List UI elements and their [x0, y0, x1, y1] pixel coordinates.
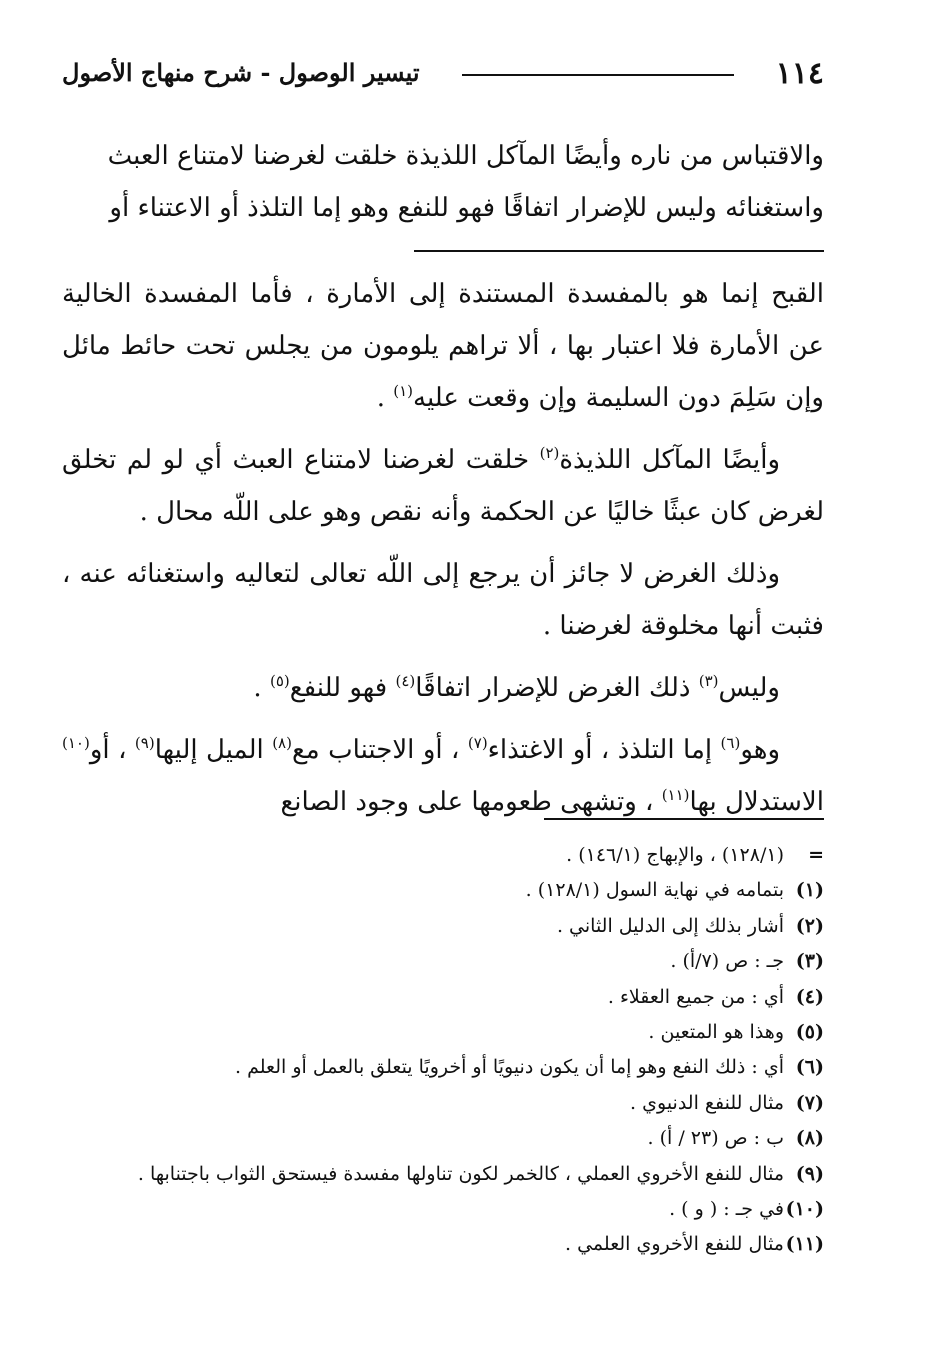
paragraph-text: فهو للنفع: [289, 673, 396, 703]
footnote-item: [62, 1121, 824, 1156]
footnote-ref: (١١): [661, 786, 690, 804]
footnote-item: [62, 1086, 824, 1121]
paragraph-text: .: [253, 673, 270, 703]
footnote-number: (٨): [795, 1127, 824, 1150]
footnote-item: [62, 838, 824, 873]
footnote-item: [62, 944, 824, 979]
footnote-ref: (٥): [269, 672, 290, 690]
footnote-text: جـ : ص (٧/أ) .: [670, 950, 784, 973]
running-title: تيسير الوصول - شرح منهاج الأصول: [62, 58, 420, 87]
footnote-ref: (٩): [134, 734, 155, 752]
footnote-item: [62, 1192, 824, 1227]
footnote-number: (٢): [795, 914, 824, 937]
commentary-paragraph: [62, 548, 824, 652]
footnote-number: (٤): [795, 985, 824, 1008]
paragraph-text: وأيضًا المآكل اللذيذة: [559, 445, 780, 475]
footnote-ref: (٨): [272, 734, 292, 752]
header-rule: [462, 74, 734, 76]
footnote-number: (٦): [795, 1056, 824, 1079]
footnote-text: أشار بذلك إلى الدليل الثاني .: [556, 914, 784, 937]
footnote-item: [62, 1157, 824, 1192]
footnote-ref: (٢): [539, 444, 560, 462]
matn-line-text: واستغنائه وليس للإضرار اتفاقًا فهو للنفع وهو إما التلذذ أو الاعتناء أو: [109, 193, 824, 223]
paragraph-text: ذلك الغرض للإضرار اتفاقًا: [415, 673, 699, 703]
footnote-item: [62, 1050, 824, 1085]
paragraph-text: إما التلذذ ، أو الاغتذاء: [487, 735, 721, 765]
paragraph-text: الميل إليها: [154, 735, 273, 765]
footnotes-list: [62, 838, 824, 1263]
footnote-ref: (١): [393, 382, 413, 400]
paragraph-text: ، وتشهى طعومها على وجود الصانع: [280, 787, 662, 817]
footnote-ref: (٤): [395, 672, 416, 690]
footnote-number: (١): [795, 879, 824, 902]
footnote-number: (٩): [795, 1162, 824, 1185]
footnote-number: =: [808, 844, 824, 866]
footnote-text: (١٢٨/١) ، والإبهاج (١٤٦/١) .: [566, 844, 784, 866]
footnote-text: أي : من جميع العقلاء .: [607, 985, 784, 1008]
matn-line-text: والاقتباس من ناره وأيضًا المآكل اللذيذة خلقت لغرضنا لامتناع العبث: [107, 141, 824, 171]
matn-line: [62, 182, 824, 234]
running-header: [62, 52, 824, 96]
paragraph-text: ، أو الاجتناب مع: [291, 735, 468, 765]
footnote-separator-rule: [544, 818, 824, 820]
commentary-paragraph: [62, 662, 824, 714]
footnote-text: وهذا هو المتعين .: [648, 1021, 784, 1044]
page-number: ١١٤: [775, 56, 824, 91]
paragraph-text: وهو: [740, 735, 781, 765]
commentary-paragraph: [62, 268, 824, 424]
footnote-number: (٣): [795, 950, 824, 973]
commentary-paragraph: [62, 434, 824, 538]
matn-separator-rule: [414, 250, 824, 252]
footnote-ref: (٦): [720, 734, 741, 752]
footnote-item: [62, 909, 824, 944]
paragraph-text: وليس: [718, 673, 780, 703]
footnote-text: مثال للنفع الأخروي العملي ، كالخمر لكون تناولها مفسدة فيستحق الثواب باجتنابها .: [137, 1162, 784, 1185]
footnote-text: مثال للنفع الأخروي العلمي .: [565, 1233, 784, 1256]
paragraph-text: ، أو: [89, 735, 135, 765]
footnote-item: [62, 1015, 824, 1050]
footnote-ref: (١٠): [62, 734, 90, 752]
footnote-number: (١١): [785, 1233, 824, 1256]
footnote-ref: (٧): [467, 734, 488, 752]
footnote-text: ب : ص (٢٣ / أ) .: [647, 1127, 784, 1150]
footnote-number: (٧): [795, 1091, 824, 1114]
footnote-text: أي : ذلك النفع وهو إما أن يكون دنيويًا أو أخرويًا يتعلق بالعمل أو العلم .: [235, 1056, 784, 1079]
paragraph-text: .: [376, 383, 394, 413]
footnote-item: [62, 1227, 824, 1262]
footnote-ref: (٣): [698, 672, 719, 690]
paragraph-text: وذلك الغرض لا جائز أن يرجع إلى اللّه تعالى لتعاليه واستغنائه عنه ، فثبت أنها مخلوقة لغرضنا .: [62, 559, 824, 641]
paragraph-text: الاستدلال بها: [689, 787, 824, 817]
footnote-item: [62, 873, 824, 908]
matn-line: [62, 130, 824, 182]
paragraph-text: خلقت لغرضنا لامتناع العبث أي لو لم تخلق لغرض كان عبثًا خاليًا عن الحكمة وأنه نقص وهو على اللّه محال .: [62, 445, 824, 527]
footnote-item: [62, 980, 824, 1015]
footnote-text: بتمامه في نهاية السول (١٢٨/١) .: [525, 879, 784, 902]
quoted-matn-text: [62, 130, 824, 234]
footnote-number: (٥): [795, 1021, 824, 1044]
footnote-text: في جـ : ( و ) .: [669, 1198, 784, 1221]
commentary-text: [62, 268, 824, 828]
footnote-text: مثال للنفع الدنيوي .: [630, 1091, 784, 1114]
footnote-number: (١٠): [785, 1198, 824, 1221]
commentary-paragraph: [62, 724, 824, 828]
paragraph-text: القبح إنما هو بالمفسدة المستندة إلى الأمارة ، فأما المفسدة الخالية عن الأمارة فلا اعتبار بها ، ألا تراهم يلومون من يجلس تحت حائط مائل وإن سَلِمَ دون السليمة وإن وقعت عليه: [62, 279, 824, 413]
